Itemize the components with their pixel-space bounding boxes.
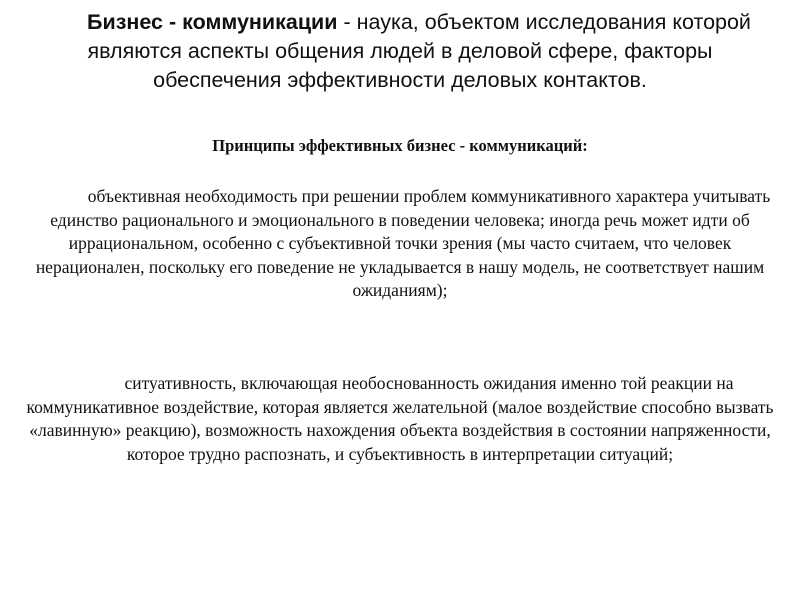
principle-item-2: ситуативность, включающая необоснованность ожидания именно той реакции на коммуникативное воздействие, которая является желательной (малое воздействие способно вызвать «лавинную» реакцию), возможность нахождения объекта воздействия в состоянии напряженности, которое трудно распознать, и субъективность в интерпретации ситуаций; xyxy=(26,373,774,464)
definition-term: Бизнес - коммуникации xyxy=(87,10,338,34)
principle-item-1: объективная необходимость при решении проблем коммуникативного характера учитывать единство рационального и эмоционального в поведении человека; иногда речь может идти об иррациональном, особенно с субъективной точки зрения (мы часто считаем, что человек нерационален, поскольку его поведение не укладывается в нашу модель, не соответствует нашим ожиданиям); xyxy=(35,186,771,300)
principles-heading: Принципы эффективных бизнес - коммуникаций: xyxy=(212,136,588,155)
definition-text: - наука, объектом исследования которой являются аспекты общения людей в деловой сфере, факторы обеспечения эффективности деловых контактов. xyxy=(87,10,751,92)
definition-paragraph xyxy=(30,8,770,95)
